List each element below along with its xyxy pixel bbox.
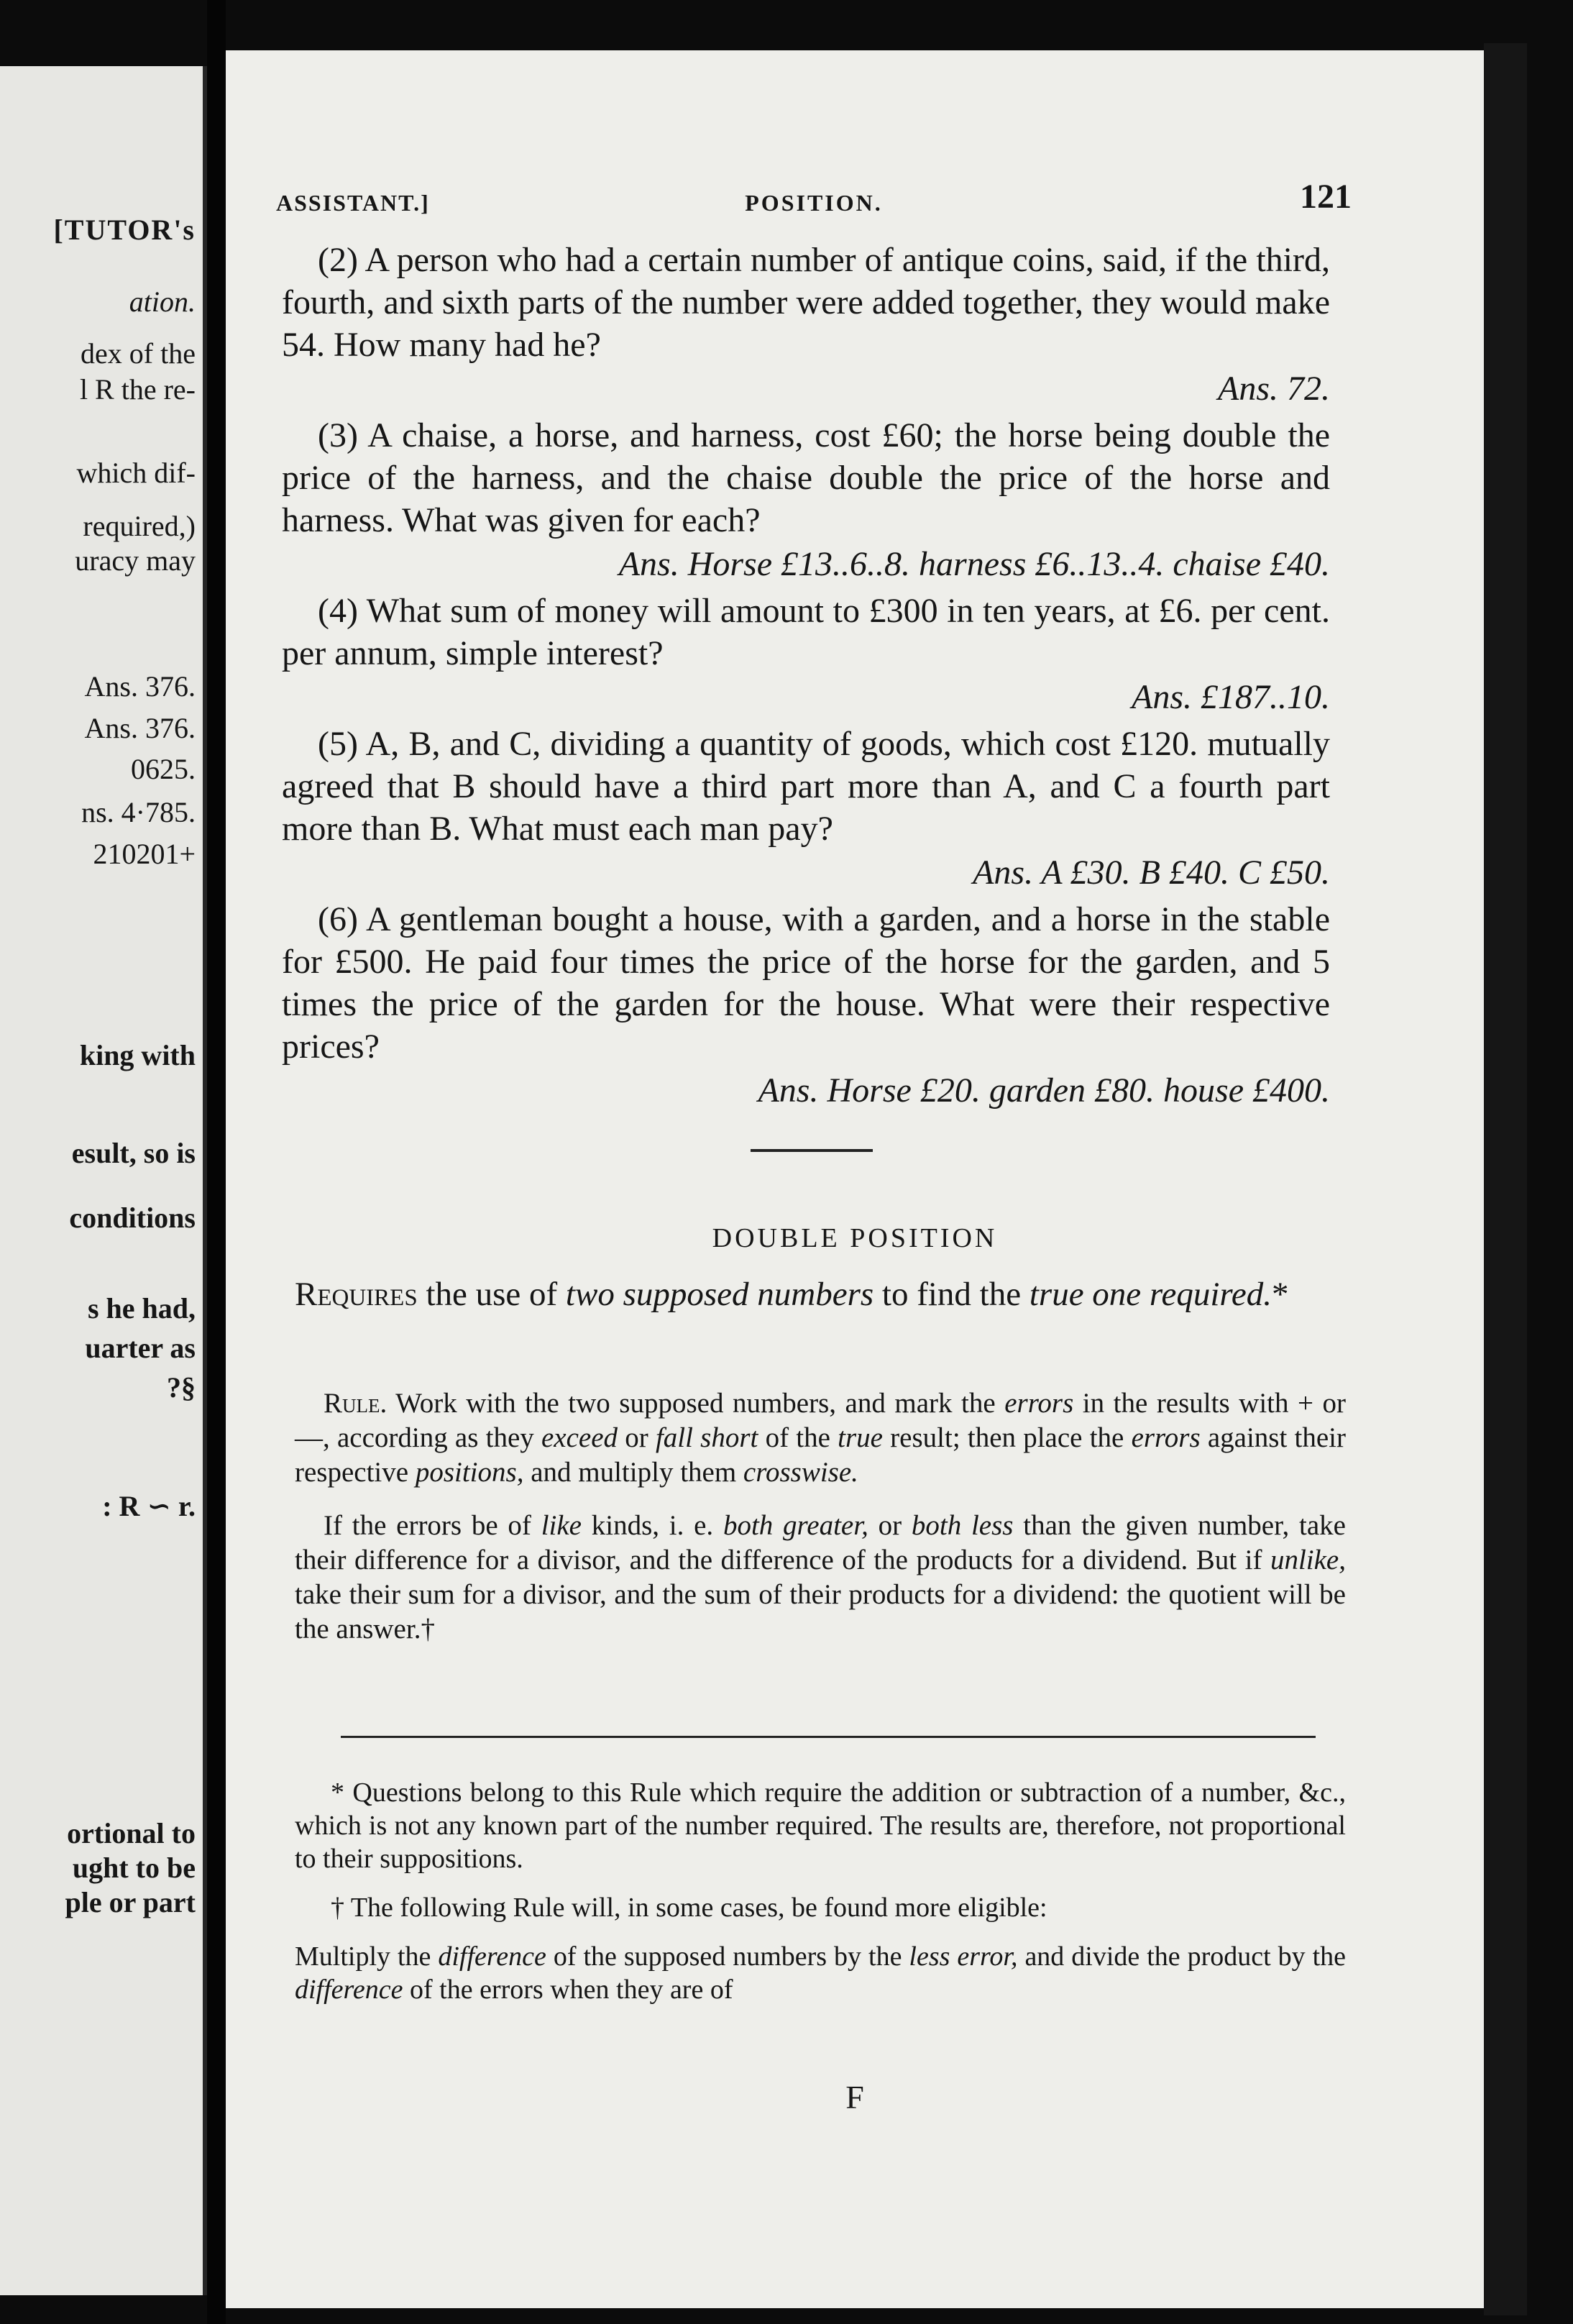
answer-text: Ans. £187..10. xyxy=(1132,678,1330,716)
answer-text: Ans. 72. xyxy=(1218,370,1330,408)
rule-paragraph: Rule. Work with the two supposed numbers, and mark the errors in the results with + or —, according as they exceed or fall short of the true result; then place the errors against their respective positions, and multiply them crosswise. xyxy=(295,1388,1347,1488)
left-page-line: ught to be xyxy=(72,1852,196,1884)
left-page-line: ns. 4·785. xyxy=(81,796,196,828)
definition-lead: Requires xyxy=(295,1276,418,1313)
left-page-line: ation. xyxy=(129,285,196,318)
left-page-line: : R ∽ r. xyxy=(102,1490,196,1522)
left-page-line: esult, so is xyxy=(71,1137,196,1169)
left-page-line: dex of the xyxy=(81,337,196,370)
footnotes xyxy=(295,1776,1346,2006)
right-page xyxy=(226,50,1484,2308)
footnote-divider xyxy=(341,1736,1316,1738)
problems-section xyxy=(282,239,1330,1116)
left-page-line: king with xyxy=(79,1039,196,1071)
double-position-title: DOUBLE POSITION xyxy=(712,1223,998,1253)
left-page-line: which dif- xyxy=(76,457,196,489)
left-page-line: 210201+ xyxy=(93,838,196,870)
rule-label: Rule. xyxy=(324,1388,387,1419)
left-page-fragment xyxy=(0,66,207,2295)
left-page-line: conditions xyxy=(69,1202,196,1234)
left-page-line: l R the re- xyxy=(79,373,196,406)
left-page-line: ortional to xyxy=(67,1817,196,1849)
problem-text: (2) A person who had a certain number of antique coins, said, if the third, fourth, and sixth parts of the number were added together, they would make 54. How many had he? xyxy=(282,241,1330,364)
footnote: Multiply the difference of the supposed numbers by the less error, and divide the product by the difference of the errors when they are of xyxy=(295,1941,1347,2005)
rule-paragraph: If the errors be of like kinds, i. e. both greater, or both less than the given number, take their difference for a divisor, and the difference of the products for a dividend. But if unlike, take their sum for a divisor, and the sum of their products for a dividend: the quotient will be the answer.† xyxy=(295,1510,1346,1644)
left-page-line: ?§ xyxy=(167,1371,196,1404)
section-title: POSITION. xyxy=(745,190,883,216)
problem-text: (6) A gentleman bought a house, with a garden, and a horse in the stable for £500. He paid four times the price of the horse for the garden, and 5 times the price of the garden for the house. What were their respective prices? xyxy=(282,900,1330,1066)
book-gutter xyxy=(207,0,226,2324)
left-page-line: Ans. 376. xyxy=(84,712,196,744)
footnote: * Questions belong to this Rule which require the addition or subtraction of a number, &c., which is not any known part of the number required. The results are, therefore, not proportional to their suppositions. xyxy=(295,1778,1346,1874)
double-position-definition: Requires the use of two supposed numbers to find the true one required.* xyxy=(295,1276,1289,1313)
left-page-line: required,) xyxy=(83,510,196,542)
left-page-line: ple or part xyxy=(65,1886,196,1918)
page-number: 121 xyxy=(1300,178,1352,216)
running-head: ASSISTANT.] xyxy=(276,190,430,216)
answer-text: Ans. Horse £13..6..8. harness £6..13..4. chaise £40. xyxy=(618,545,1330,583)
problem-text: (4) What sum of money will amount to £300 in ten years, at £6. per cent. per annum, simple interest? xyxy=(282,592,1330,672)
section-divider xyxy=(751,1149,873,1152)
page-header xyxy=(276,177,1352,220)
left-page-line: Ans. 376. xyxy=(84,670,196,703)
left-page-line: uracy may xyxy=(75,544,196,577)
rule-section xyxy=(295,1386,1346,1665)
answer-text: Ans. A £30. B £40. C £50. xyxy=(973,854,1330,892)
page-edge-shadow xyxy=(1484,43,1527,2315)
signature-mark: F xyxy=(845,2079,864,2115)
footnote-mark: * xyxy=(1272,1276,1289,1313)
left-page-line: [TUTOR's xyxy=(53,214,196,246)
problem-text: (3) A chaise, a horse, and harness, cost £60; the horse being double the price of the harness, and the chaise double the price of the horse and harness. What was given for each? xyxy=(282,416,1330,539)
left-page-line: uarter as xyxy=(85,1332,196,1364)
answer-text: Ans. Horse £20. garden £80. house £400. xyxy=(758,1071,1330,1110)
left-page-line: s he had, xyxy=(87,1292,196,1325)
problem-text: (5) A, B, and C, dividing a quantity of goods, which cost £120. mutually agreed that B should have a third part more than A, and C a fourth part more than B. What must each man pay? xyxy=(282,725,1330,848)
left-page-line: 0625. xyxy=(131,753,196,785)
footnote: † The following Rule will, in some cases, be found more eligible: xyxy=(331,1893,1047,1923)
